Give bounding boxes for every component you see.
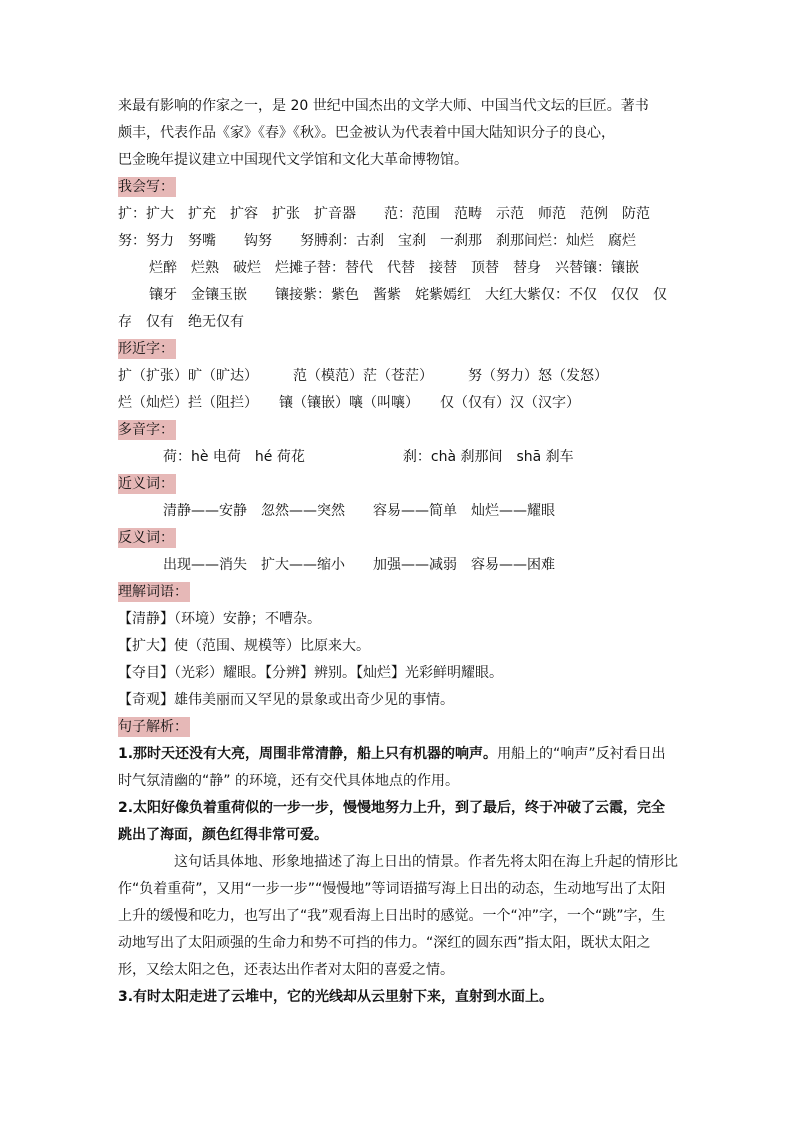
sentence-2-quote-text: 2.太阳好像负着重荷似的一步一步，慢慢地努力上升，到了最后，终于冲破了云霞，完全跳出了海面，颜色红得非常可爱。 <box>118 800 666 843</box>
sentence-3-quote <box>118 984 678 1011</box>
intro-line: 颇丰，代表作品《家》《春》《秋》。巴金被认为代表着中国大陆知识分子的良心， <box>118 125 615 141</box>
synonym-line: 清静——安静 忽然——突然 容易——简单 灿烂——耀眼 <box>163 503 555 519</box>
definition-line: 【奇观】雄伟美丽而又罕见的景象或出奇少见的事情。 <box>118 692 454 708</box>
section-heading-write: 我会写： <box>118 179 174 195</box>
definition-line: 【清静】（环境）安静；不嘈杂。 <box>118 611 321 627</box>
write-line: 镶牙 金镶玉嵌 镶接紫：紫色 酱紫 姹紫嫣红 大红大紫仅：不仅 仅仅 仅 <box>135 287 667 303</box>
sentence-2-analysis: 这句话具体地、形象地描述了海上日出的情景。作者先将太阳在海上升起的情形比作“负着重荷”，又用“一步一步”“慢慢地”等词语描写海上日出的动态，生动地写出了太阳上升的缓慢和吃力，也写出了“我”观看海上日出时的感觉。一个“冲”字，一个“跳”字，生动地写出了太阳顽强的生命力和势不可挡的伟力。“深红的圆东西”指太阳，既状太阳之形，又绘太阳之色，还表达出作者对太阳的喜爱之情。 <box>118 854 678 978</box>
sentence-analysis-1 <box>118 741 678 795</box>
sentence-3-quote-text: 3.有时太阳走进了云堆中，它的光线却从云里射下来，直射到水面上。 <box>118 989 554 1005</box>
similar-chars-line: 烂（灿烂）拦（阻拦） 镶（镶嵌）嚷（叫嚷） 仅（仅有）汉（汉字） <box>118 395 580 411</box>
sentence-2-quote <box>118 795 678 849</box>
similar-chars-line: 扩（扩张）旷（旷达） 范（模范）茫（苍茫） 努（努力）怒（发怒） <box>118 368 608 384</box>
write-line: 努：努力 努嘴 钩努 努膊刹：古刹 宝刹 一刹那 刹那间烂：灿烂 腐烂 <box>118 233 636 249</box>
section-heading-polyphone: 多音字： <box>118 422 174 438</box>
write-line: 扩：扩大 扩充 扩容 扩张 扩音器 范：范围 范畴 示范 师范 范例 防范 <box>118 206 650 222</box>
section-heading-similar-chars: 形近字： <box>118 341 174 357</box>
write-line: 烂醉 烂熟 破烂 烂摊子替：替代 代替 接替 顶替 替身 兴替镶：镶嵌 <box>135 260 639 276</box>
definition-line: 【夺目】（光彩）耀眼。【分辨】辨别。【灿烂】光彩鲜明耀眼。 <box>118 665 503 681</box>
document-page <box>118 93 678 1011</box>
sentence-1-quote: 1.那时天还没有大亮，周围非常清静，船上只有机器的响声。 <box>118 746 498 762</box>
section-heading-understand: 理解词语： <box>118 584 188 600</box>
intro-line: 来最有影响的作家之一，是 20 世纪中国杰出的文学大师、中国当代文坛的巨匠。著书 <box>118 98 649 114</box>
write-line: 存 仅有 绝无仅有 <box>118 314 244 330</box>
section-heading-synonyms: 近义词： <box>118 476 174 492</box>
intro-line: 巴金晚年提议建立中国现代文学馆和文化大革命博物馆。 <box>118 152 468 168</box>
section-heading-sentence: 句子解析： <box>118 719 188 735</box>
section-heading-antonyms: 反义词： <box>118 530 174 546</box>
sentence-1-analysis: 用船上的“响声”反衬看日出时气氛清幽的“静” 的环境，还有交代具体地点的作用。 <box>118 746 666 789</box>
definition-line: 【扩大】使（范围、规模等）比原来大。 <box>118 638 370 654</box>
antonym-line: 出现——消失 扩大——缩小 加强——减弱 容易——困难 <box>163 557 555 573</box>
polyphone-line: 荷：hè 电荷 hé 荷花 刹：chà 刹那间 shā 刹车 <box>163 449 574 465</box>
